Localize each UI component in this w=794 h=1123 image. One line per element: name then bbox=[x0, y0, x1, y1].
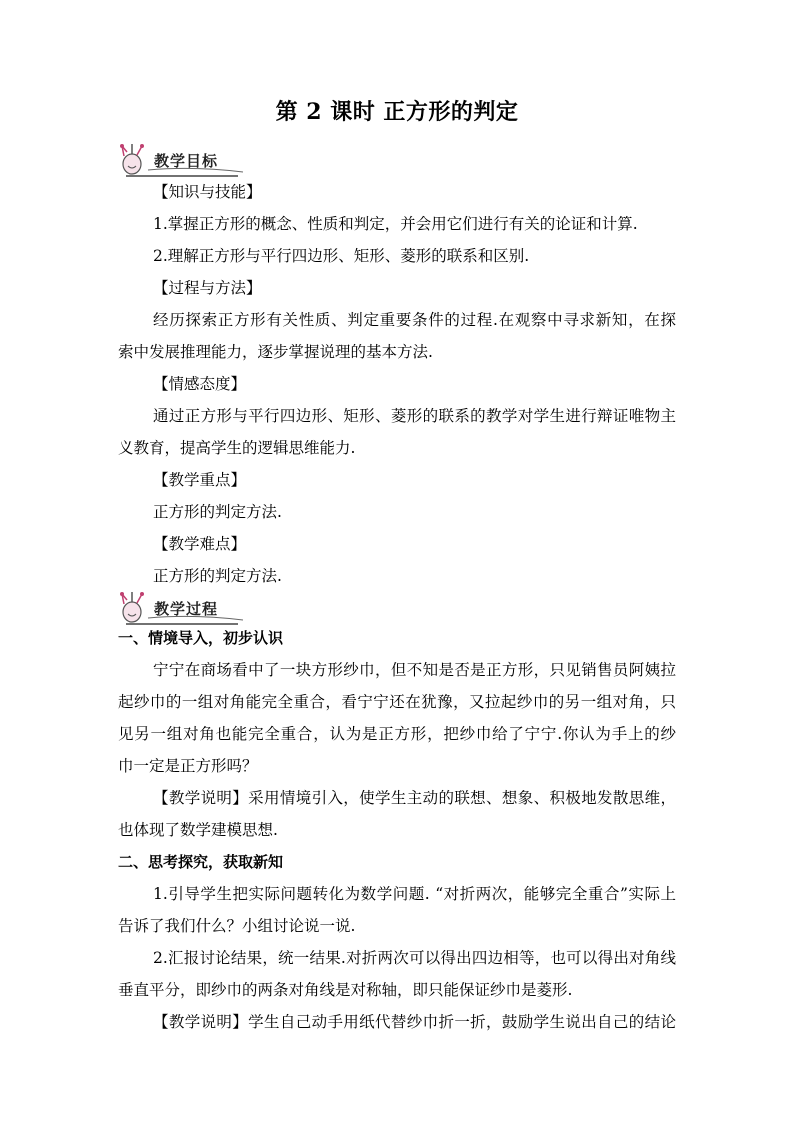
page-title: 第 2 课时 正方形的判定 bbox=[275, 99, 519, 125]
knowledge-heading: 【知识与技能】 bbox=[153, 183, 262, 201]
part2-item-1-line-2: 告诉了我们什么？小组讨论说一说. bbox=[118, 917, 356, 935]
note1-line-1: 【教学说明】采用情境引入，使学生主动的联想、想象、积极地发散思维， bbox=[153, 789, 676, 807]
knowledge-item-2: 2.理解正方形与平行四边形、矩形、菱形的联系和区别. bbox=[153, 247, 530, 265]
part1-heading: 一、情境导入，初步认识 bbox=[118, 629, 284, 647]
part1-paragraph-line-4: 巾一定是正方形吗？ bbox=[118, 757, 258, 775]
note1-line-2: 也体现了数学建模思想. bbox=[118, 821, 278, 839]
part1-paragraph-line-1: 宁宁在商场看中了一块方形纱巾，但不知是否是正方形，只见销售员阿姨拉 bbox=[153, 661, 676, 679]
knowledge-item-1: 1.掌握正方形的概念、性质和判定，并会用它们进行有关的论证和计算. bbox=[153, 215, 638, 233]
key-point-text: 正方形的判定方法. bbox=[153, 503, 282, 521]
emotion-heading: 【情感态度】 bbox=[153, 375, 247, 393]
emotion-paragraph-line-2: 义教育，提高学生的逻辑思维能力. bbox=[118, 439, 356, 457]
section-label: 教学目标 bbox=[154, 152, 219, 170]
method-paragraph-line-2: 索中发展推理能力，逐步掌握说理的基本方法. bbox=[118, 343, 433, 361]
section-header-goals bbox=[118, 142, 248, 180]
part2-item-2-line-2: 垂直平分，即纱巾的两条对角线是对称轴，即只能保证纱巾是菱形. bbox=[118, 981, 573, 999]
part2-item-2-line-1: 2.汇报讨论结果，统一结果.对折两次可以得出四边相等，也可以得出对角线 bbox=[153, 949, 676, 967]
part1-paragraph-line-3: 见另一组对角也能完全重合，认为是正方形，把纱巾给了宁宁.你认为手上的纱 bbox=[118, 725, 676, 743]
method-heading: 【过程与方法】 bbox=[153, 279, 262, 297]
section-header-process bbox=[118, 590, 248, 628]
part1-paragraph-line-2: 起纱巾的一组对角能完全重合，看宁宁还在犹豫，又拉起纱巾的另一组对角，只 bbox=[118, 693, 676, 711]
method-paragraph-line-1: 经历探索正方形有关性质、判定重要条件的过程.在观察中寻求新知，在探 bbox=[153, 311, 676, 329]
key-point-heading: 【教学重点】 bbox=[153, 471, 247, 489]
section-label: 教学过程 bbox=[154, 600, 219, 618]
difficult-point-heading: 【教学难点】 bbox=[153, 535, 247, 553]
note2-line-1: 【教学说明】学生自己动手用纸代替纱巾折一折，鼓励学生说出自己的结论 bbox=[153, 1013, 676, 1031]
part2-heading: 二、思考探究，获取新知 bbox=[118, 853, 284, 871]
emotion-paragraph-line-1: 通过正方形与平行四边形、矩形、菱形的联系的教学对学生进行辩证唯物主 bbox=[153, 407, 676, 425]
difficult-point-text: 正方形的判定方法. bbox=[153, 567, 282, 585]
part2-item-1-line-1: 1.引导学生把实际问题转化为数学问题. “对折两次，能够完全重合”实际上 bbox=[153, 885, 676, 903]
